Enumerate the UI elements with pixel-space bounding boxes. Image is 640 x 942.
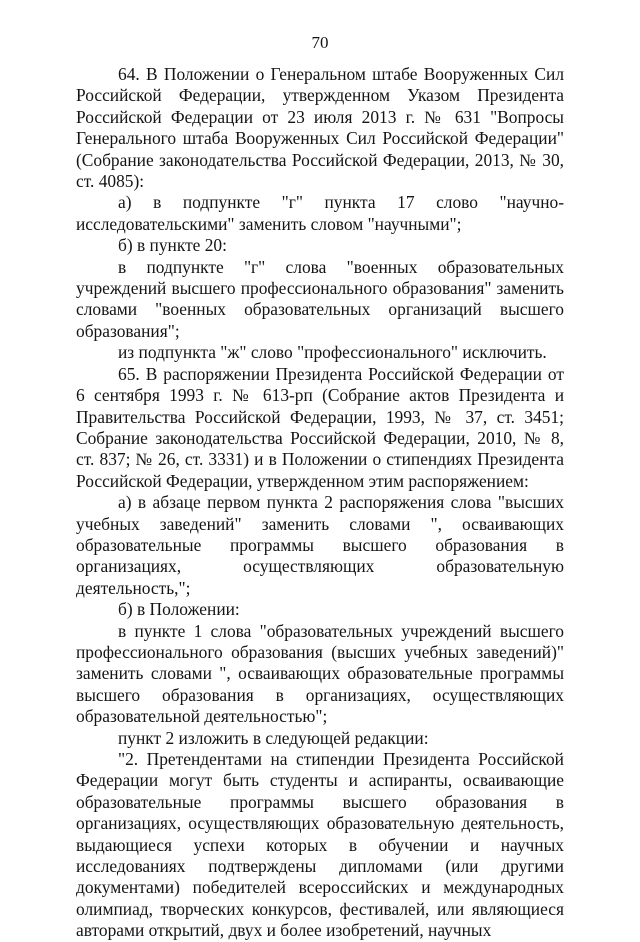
paragraph-64-b-zh: из подпункта "ж" слово "профессионального" исключить. — [118, 342, 547, 363]
paragraph-65: 65. В распоряжении Президента Российской Федерации от 6 сентября 1993 г. № 613-рп (Собрание актов Президента и Правительства Российской Федерации, 1993, № 37, ст. 3451; Собрание законодательства Российской Федерации, 2010, № 8, ст. 837; № 26, ст. 3331) и в Положении о стипендиях Президента Российской Федерации, утвержденном этим распоряжением: — [76, 363, 564, 491]
paragraph-64: 64. В Положении о Генеральном штабе Вооруженных Сил Российской Федерации, утвержденном Указом Президента Российской Федерации от 23 июля 2013 г. № 631 "Вопросы Генерального штаба Вооруженных Сил Российской Федерации" (Собрание законодательства Российской Федерации, 2013, № 30, ст. 4085): — [76, 64, 564, 192]
document-body — [76, 64, 564, 942]
paragraph-65-b: б) в Положении: — [118, 599, 240, 620]
page-number: 70 — [311, 33, 329, 52]
paragraph-64-b-g: в подпункте "г" слова "военных образовательных учреждений высшего профессионального образования" заменить словами "военных образовательных организаций высшего образования"; — [76, 256, 564, 341]
paragraph-quoted-point-2: "2. Претендентами на стипендии Президента Российской Федерации могут быть студенты и аспиранты, осваивающие образовательные программы высшего образования в организациях, осуществляющих образовательную деятельность, выдающиеся успехи которых в обучении и научных исследованиях подтверждены дипломами (или другими документами) победителей всероссийских и международных олимпиад, творческих конкурсов, фестивалей, или являющиеся авторами открытий, двух и более изобретений, научных — [76, 749, 564, 941]
paragraph-65-b-point-1: в пункте 1 слова "образовательных учреждений высшего профессионального образования (высших учебных заведений)" заменить словами ", осваивающих образовательные программы высшего образования в организациях, осуществляющих образовательной деятельностью"; — [76, 620, 564, 727]
paragraph-64-a: а) в подпункте "г" пункта 17 слово "научно-исследовательскими" заменить словом "научными"; — [76, 192, 564, 234]
paragraph-64-b: б) в пункте 20: — [118, 235, 227, 256]
paragraph-65-a: а) в абзаце первом пункта 2 распоряжения слова "высших учебных заведений" заменить словами ", осваивающих образовательные программы высшего образования в организациях, осуществляющих образовательную деятельность,"; — [76, 492, 564, 598]
paragraph-65-b-point-2-intro: пункт 2 изложить в следующей редакции: — [118, 727, 429, 748]
